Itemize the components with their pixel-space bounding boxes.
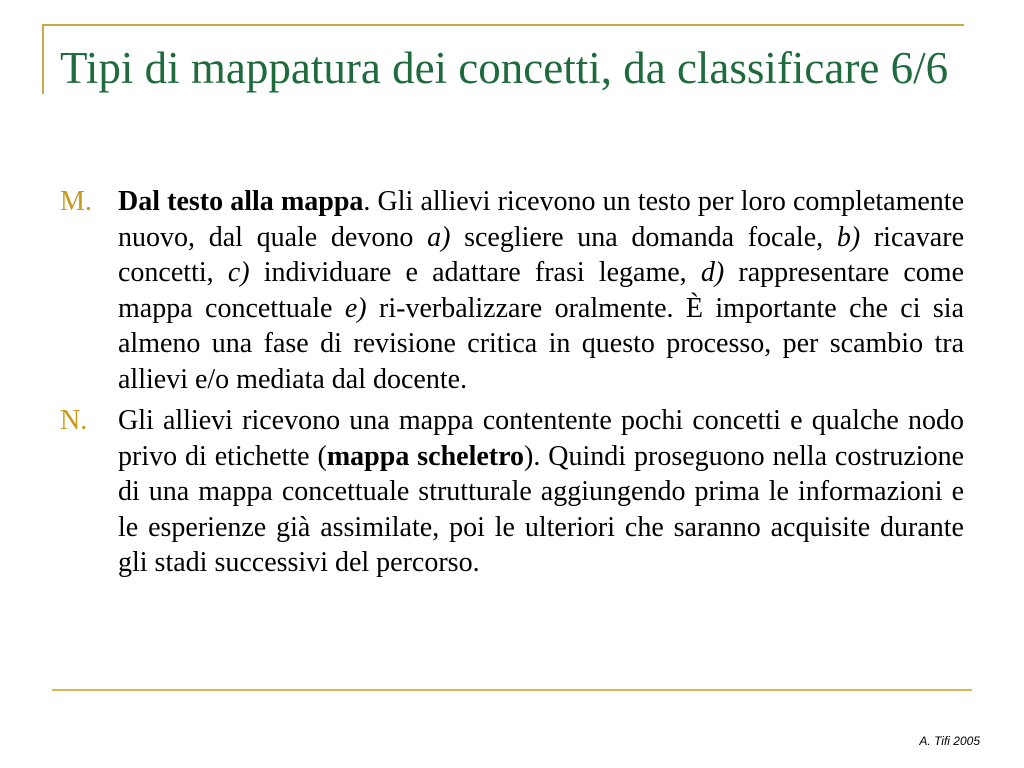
- list-item: [60, 403, 964, 581]
- step-label: a): [427, 221, 451, 253]
- bullet-list: [60, 184, 964, 581]
- item-bold-term: mappa scheletro: [326, 440, 525, 472]
- item-marker: M.: [60, 186, 92, 217]
- text-segment: Gli allievi ricevono una mappa contentente pochi concetti e qualche nodo privo di etichette (: [118, 405, 964, 472]
- item-text: [118, 184, 964, 397]
- list-item: [60, 184, 964, 397]
- text-segment: ). Quindi proseguono nella costruzione di una mappa concettuale strutturale aggiungendo prima le informazioni e le esperienze già assimilate, poi le ulteriori che saranno acquisite durante gli stadi successivi del percorso.: [118, 440, 964, 578]
- text-segment: ricavare concetti,: [118, 221, 964, 288]
- left-frame-line: [42, 24, 44, 94]
- text-segment: scegliere una domanda focale,: [450, 221, 837, 253]
- step-label: d): [700, 257, 725, 288]
- step-label: c): [227, 257, 250, 288]
- text-segment: ri-verbalizzare oralmente. È importante che ci sia almeno una fase di revisione critica in questo processo, per scambio tra allievi e/o mediata dal docente.: [118, 292, 964, 395]
- text-segment: . Gli allievi ricevono un testo per loro completamente nuovo, dal quale devono: [118, 186, 965, 253]
- text-segment: individuare e adattare frasi legame,: [249, 257, 701, 288]
- step-label: b): [836, 221, 861, 253]
- item-text: [118, 403, 964, 581]
- text-segment: rappresentare come mappa concettuale: [118, 257, 964, 324]
- top-frame-line: [42, 24, 964, 26]
- step-label: e): [344, 292, 367, 324]
- bottom-divider: [52, 689, 972, 691]
- item-bold-term: Dal testo alla mappa: [118, 186, 364, 217]
- slide-title: Tipi di mappatura dei concetti, da classificare 6/6: [60, 43, 949, 93]
- footer-credit: A. Tifi 2005: [919, 734, 980, 748]
- item-marker: N.: [60, 405, 88, 436]
